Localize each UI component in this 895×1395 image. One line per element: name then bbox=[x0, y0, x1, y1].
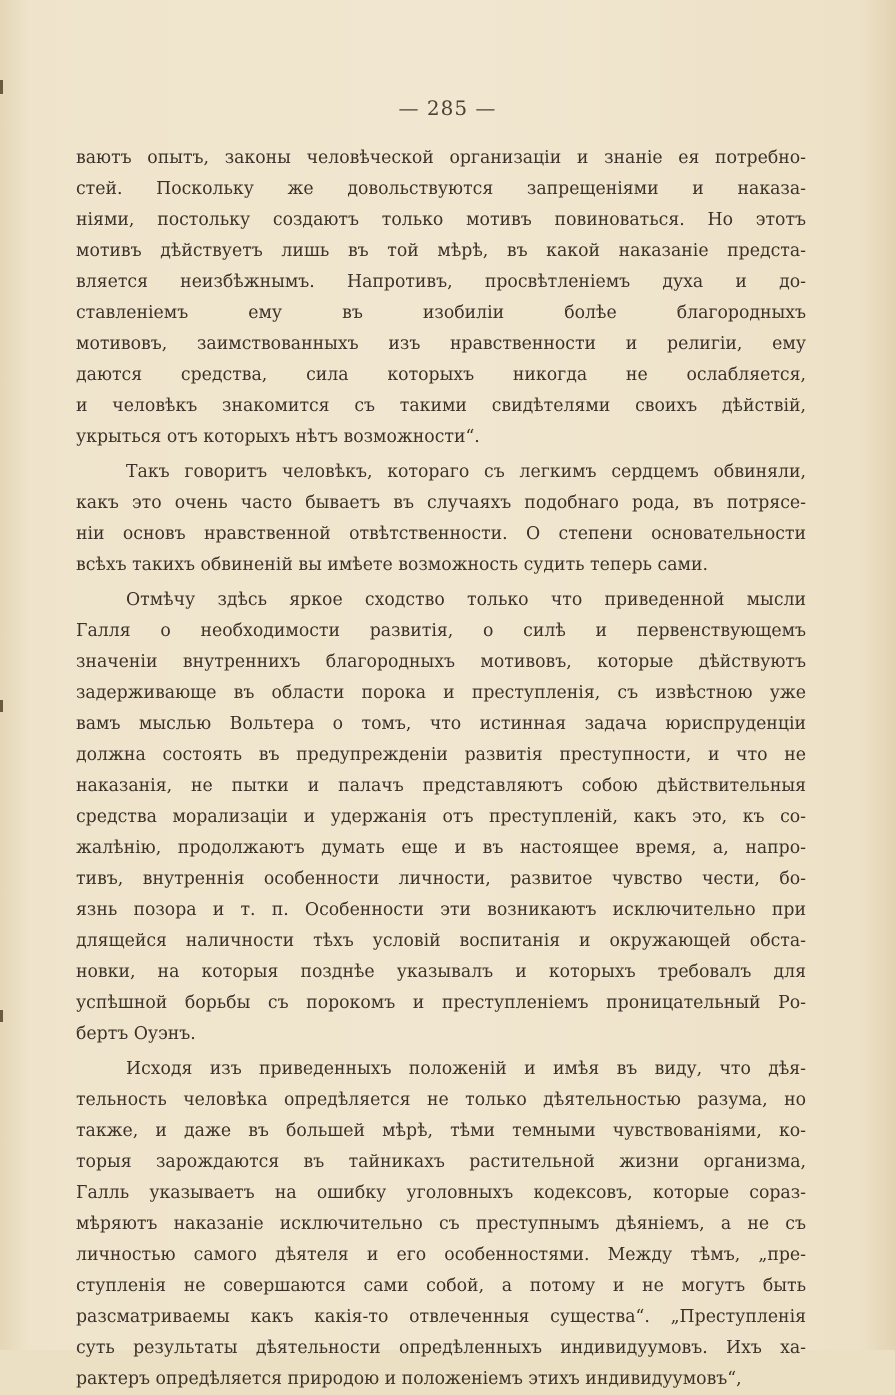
text-line: ніи основъ нравственной отвѣтственности. О степени основательности bbox=[76, 524, 806, 544]
text-line: даются средства, сила которыхъ никогда не ослабляется, bbox=[76, 365, 806, 385]
text-line: ступленія не совершаются сами собой, а потому и не могутъ быть bbox=[76, 1276, 806, 1296]
text-line: мотивъ дѣйствуетъ лишь въ той мѣрѣ, въ какой наказаніе предста- bbox=[76, 241, 806, 261]
text-line: вляется неизбѣжнымъ. Напротивъ, просвѣтленіемъ духа и до- bbox=[76, 272, 806, 292]
binding-mark bbox=[0, 700, 3, 712]
text-line: новки, на которыя позднѣе указывалъ и которыхъ требовалъ для bbox=[76, 962, 806, 982]
text-line: всѣхъ такихъ обвиненій вы имѣете возможность судить теперь сами. bbox=[76, 555, 708, 575]
text-line: торыя зарождаются въ тайникахъ растительной жизни организма, bbox=[76, 1152, 806, 1172]
binding-mark bbox=[0, 80, 3, 94]
paragraph bbox=[76, 1054, 806, 1395]
text-line: средства морализаціи и удержанія отъ преступленій, какъ это, къ со- bbox=[76, 807, 806, 827]
page-number: — 285 — bbox=[398, 96, 497, 120]
text-line: наказанія, не пытки и палачъ представляютъ собою дѣйствительныя bbox=[76, 776, 806, 796]
text-line: мѣряютъ наказаніе исключительно съ преступнымъ дѣяніемъ, а не съ bbox=[76, 1214, 806, 1234]
paragraph bbox=[76, 457, 806, 581]
text-line: тельность человѣка опредѣляется не только дѣятельностью разума, но bbox=[76, 1090, 806, 1110]
text-line: какъ это очень часто бываетъ въ случаяхъ подобнаго рода, въ потрясе- bbox=[76, 493, 806, 513]
text-line: ніями, постольку создаютъ только мотивъ повиноваться. Но этотъ bbox=[76, 210, 806, 230]
text-line: тивъ, внутреннія особенности личности, развитое чувство чести, бо- bbox=[76, 869, 806, 889]
text-line: Галля о необходимости развитія, о силѣ и первенствующемъ bbox=[76, 621, 806, 641]
text-line: суть результаты дѣятельности опредѣленныхъ индивидуумовъ. Ихъ ха- bbox=[76, 1338, 806, 1358]
text-line: также, и даже въ большей мѣрѣ, тѣми темными чувствованіями, ко- bbox=[76, 1121, 806, 1141]
text-line: ваютъ опытъ, законы человѣческой организаціи и знаніе ея потребно- bbox=[76, 148, 806, 168]
text-line: длящейся наличности тѣхъ условій воспитанія и окружающей обста- bbox=[76, 931, 806, 951]
text-line: успѣшной борьбы съ порокомъ и преступленіемъ проницательный Ро- bbox=[76, 993, 806, 1013]
text-line: должна состоять въ предупрежденіи развитія преступности, и что не bbox=[76, 745, 806, 765]
text-line: жалѣнію, продолжаютъ думать еще и въ настоящее время, а, напро- bbox=[76, 838, 806, 858]
text-line: личностью самого дѣятеля и его особенностями. Между тѣмъ, „пре- bbox=[76, 1245, 806, 1265]
text-line: разсматриваемы какъ какія-то отвлеченныя существа“. „Преступленія bbox=[76, 1307, 806, 1327]
text-line: и человѣкъ знакомится съ такими свидѣтелями своихъ дѣйствій, bbox=[76, 396, 806, 416]
binding-mark bbox=[0, 1010, 3, 1022]
text-line: значеніи внутреннихъ благородныхъ мотивовъ, которые дѣйствуютъ bbox=[76, 652, 806, 672]
text-line: Такъ говоритъ человѣкъ, котораго съ легкимъ сердцемъ обвиняли, bbox=[126, 462, 806, 482]
paragraph bbox=[76, 143, 806, 453]
text-line: бертъ Оуэнъ. bbox=[76, 1024, 196, 1044]
text-line: задерживающе въ области порока и преступленія, съ извѣстною уже bbox=[76, 683, 806, 703]
text-line: стей. Поскольку же довольствуются запрещеніями и наказа- bbox=[76, 179, 806, 199]
text-line: Галль указываетъ на ошибку уголовныхъ кодексовъ, которые сораз- bbox=[76, 1183, 806, 1203]
text-line: мотивовъ, заимствованныхъ изъ нравственности и религіи, ему bbox=[76, 334, 806, 354]
text-line: укрыться отъ которыхъ нѣтъ возможности“. bbox=[76, 427, 480, 447]
text-line: Отмѣчу здѣсь яркое сходство только что приведенной мысли bbox=[126, 590, 806, 610]
paragraph bbox=[76, 585, 806, 1050]
text-line: ставленіемъ ему въ изобиліи болѣе благородныхъ bbox=[76, 303, 806, 323]
text-line: рактеръ опредѣляется природою и положеніемъ этихъ индивидуумовъ“, bbox=[76, 1369, 742, 1389]
body-text bbox=[76, 143, 806, 1395]
text-line: язнь позора и т. п. Особенности эти возникаютъ исключительно при bbox=[76, 900, 806, 920]
text-line: вамъ мыслью Вольтера о томъ, что истинная задача юриспруденціи bbox=[76, 714, 806, 734]
text-line: Исходя изъ приведенныхъ положеній и имѣя въ виду, что дѣя- bbox=[126, 1059, 806, 1079]
